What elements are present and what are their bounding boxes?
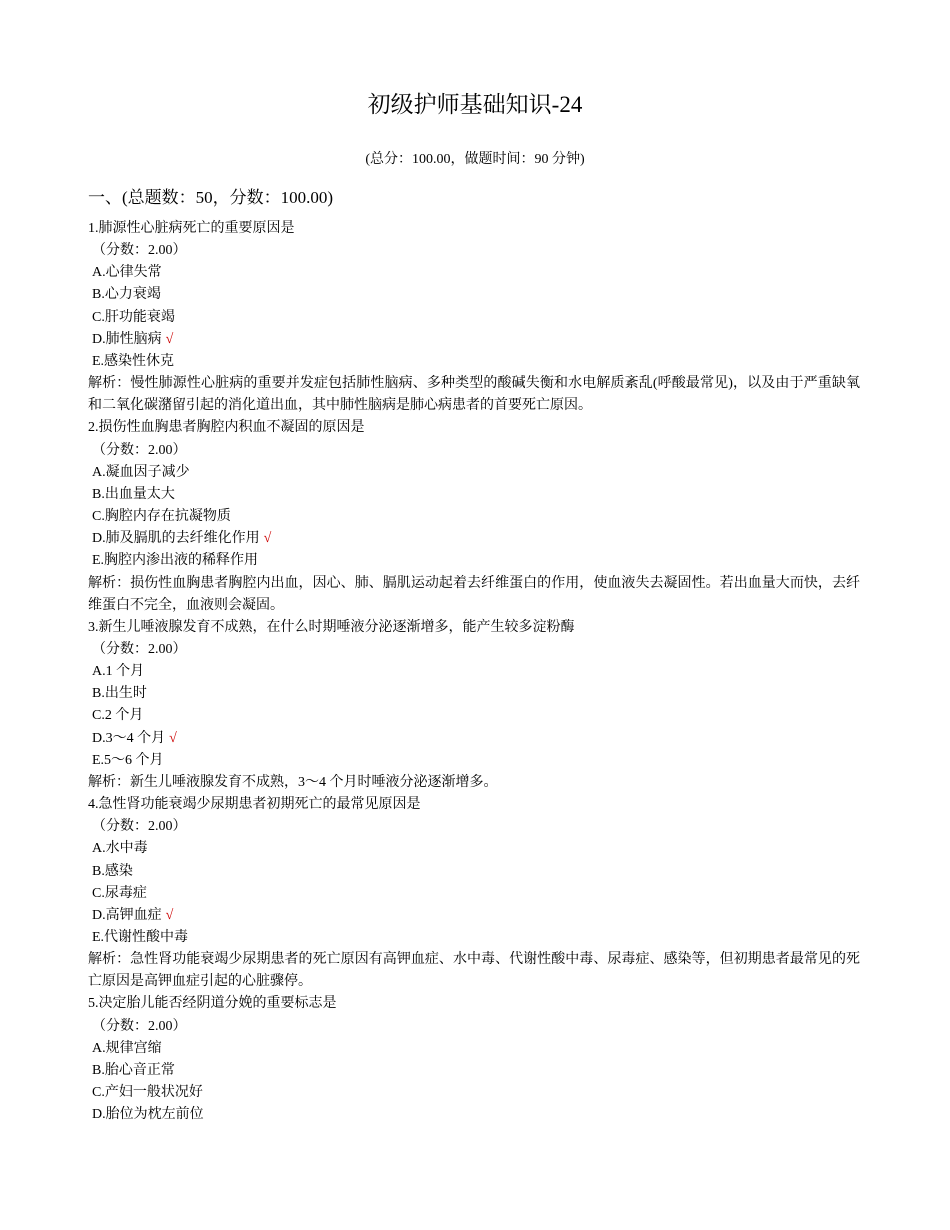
answer-option bbox=[88, 905, 860, 927]
answer-option bbox=[88, 728, 860, 750]
question-block bbox=[88, 617, 860, 794]
answer-option bbox=[88, 462, 860, 484]
answer-option bbox=[88, 284, 860, 306]
answer-option bbox=[88, 683, 860, 705]
answer-option-text: E.感染性休克 bbox=[92, 353, 175, 369]
answer-option bbox=[88, 750, 860, 772]
answer-option-text: C.肝功能衰竭 bbox=[92, 309, 175, 325]
question-analysis: 解析：损伤性血胸患者胸腔内出血，因心、肺、膈肌运动起着去纤维蛋白的作用，使血液失去凝固性。若出血量大而快，去纤维蛋白不完全，血液则会凝固。 bbox=[88, 575, 860, 613]
question-score: （分数：2.00） bbox=[92, 819, 187, 835]
question-block bbox=[88, 993, 860, 1126]
answer-option-text: C.2 个月 bbox=[92, 708, 144, 724]
answer-option bbox=[88, 262, 860, 284]
answer-option bbox=[88, 838, 860, 860]
question-stem: 4.急性肾功能衰竭少尿期患者初期死亡的最常见原因是 bbox=[88, 797, 421, 813]
answer-option-text: B.出生时 bbox=[92, 686, 147, 702]
question-block bbox=[88, 794, 860, 993]
answer-option bbox=[88, 528, 860, 550]
answer-option-text: B.心力衰竭 bbox=[92, 287, 161, 303]
answer-option-text: C.胸腔内存在抗凝物质 bbox=[92, 509, 231, 525]
answer-option-text: B.感染 bbox=[92, 863, 133, 879]
answer-option bbox=[88, 861, 860, 883]
question-list bbox=[88, 218, 860, 1126]
correct-answer-check-icon: √ bbox=[263, 531, 272, 547]
question-analysis: 解析：急性肾功能衰竭少尿期患者的死亡原因有高钾血症、水中毒、代谢性酸中毒、尿毒症、感染等，但初期患者最常见的死亡原因是高钾血症引起的心脏骤停。 bbox=[88, 952, 860, 990]
page-subtitle: (总分：100.00，做题时间：90 分钟) bbox=[365, 152, 585, 167]
correct-answer-check-icon: √ bbox=[165, 331, 174, 347]
answer-option bbox=[88, 661, 860, 683]
answer-option bbox=[88, 1038, 860, 1060]
answer-option bbox=[88, 1082, 860, 1104]
answer-option-text: E.代谢性酸中毒 bbox=[92, 930, 189, 945]
answer-option-text: E.胸腔内渗出液的稀释作用 bbox=[92, 553, 259, 569]
question-score: （分数：2.00） bbox=[92, 1018, 187, 1034]
question-stem: 2.损伤性血胸患者胸腔内积血不凝固的原因是 bbox=[88, 420, 365, 436]
answer-option bbox=[88, 1104, 860, 1126]
answer-option bbox=[88, 550, 860, 572]
answer-option bbox=[88, 351, 860, 373]
answer-option-text: A.水中毒 bbox=[92, 841, 148, 857]
question-block bbox=[88, 417, 860, 616]
answer-option bbox=[88, 307, 860, 329]
question-score: （分数：2.00） bbox=[92, 442, 187, 458]
correct-answer-check-icon: √ bbox=[169, 730, 177, 746]
answer-option-text: A.凝血因子减少 bbox=[92, 464, 190, 480]
question-score: （分数：2.00） bbox=[92, 641, 187, 657]
question-analysis: 解析：慢性肺源性心脏病的重要并发症包括肺性脑病、多种类型的酸碱失衡和水电解质紊乱(呼酸最常见)，以及由于严重缺氧和二氧化碳潴留引起的消化道出血，其中肺性脑病是肺心病患者的首要死亡原因。 bbox=[88, 376, 860, 414]
answer-option-text: A.1 个月 bbox=[92, 664, 145, 680]
answer-option-text: B.胎心音正常 bbox=[92, 1062, 175, 1078]
answer-option bbox=[88, 484, 860, 506]
question-stem: 3.新生儿唾液腺发育不成熟，在什么时期唾液分泌逐渐增多，能产生较多淀粉酶 bbox=[88, 619, 575, 635]
question-score: （分数：2.00） bbox=[92, 243, 187, 259]
answer-option-text: C.尿毒症 bbox=[92, 885, 147, 901]
answer-option bbox=[88, 329, 860, 351]
answer-option-text: A.心律失常 bbox=[92, 265, 162, 281]
answer-option-text: D.胎位为枕左前位 bbox=[92, 1107, 204, 1123]
correct-answer-check-icon: √ bbox=[165, 907, 174, 923]
answer-option bbox=[88, 705, 860, 727]
answer-option bbox=[88, 883, 860, 905]
answer-option-text: D.3～4 个月 bbox=[92, 730, 166, 746]
answer-option-text: E.5～6 个月 bbox=[92, 752, 164, 768]
page-title: 初级护师基础知识-24 bbox=[367, 92, 583, 117]
answer-option-text: D.肺性脑病 bbox=[92, 331, 162, 347]
question-stem: 1.肺源性心脏病死亡的重要原因是 bbox=[88, 221, 295, 236]
answer-option-text: B.出血量太大 bbox=[92, 486, 175, 502]
answer-option bbox=[88, 506, 860, 528]
answer-option bbox=[88, 1060, 860, 1082]
question-stem: 5.决定胎儿能否经阴道分娩的重要标志是 bbox=[88, 996, 337, 1012]
section-heading: 一、(总题数：50，分数：100.00) bbox=[88, 188, 334, 207]
question-analysis: 解析：新生儿唾液腺发育不成熟，3～4 个月时唾液分泌逐渐增多。 bbox=[88, 774, 498, 790]
question-block bbox=[88, 218, 860, 417]
answer-option-text: C.产妇一般状况好 bbox=[92, 1085, 203, 1101]
answer-option-text: A.规律宫缩 bbox=[92, 1040, 162, 1056]
answer-option-text: D.肺及膈肌的去纤维化作用 bbox=[92, 531, 260, 547]
answer-option-text: D.高钾血症 bbox=[92, 907, 162, 923]
answer-option bbox=[88, 927, 860, 949]
